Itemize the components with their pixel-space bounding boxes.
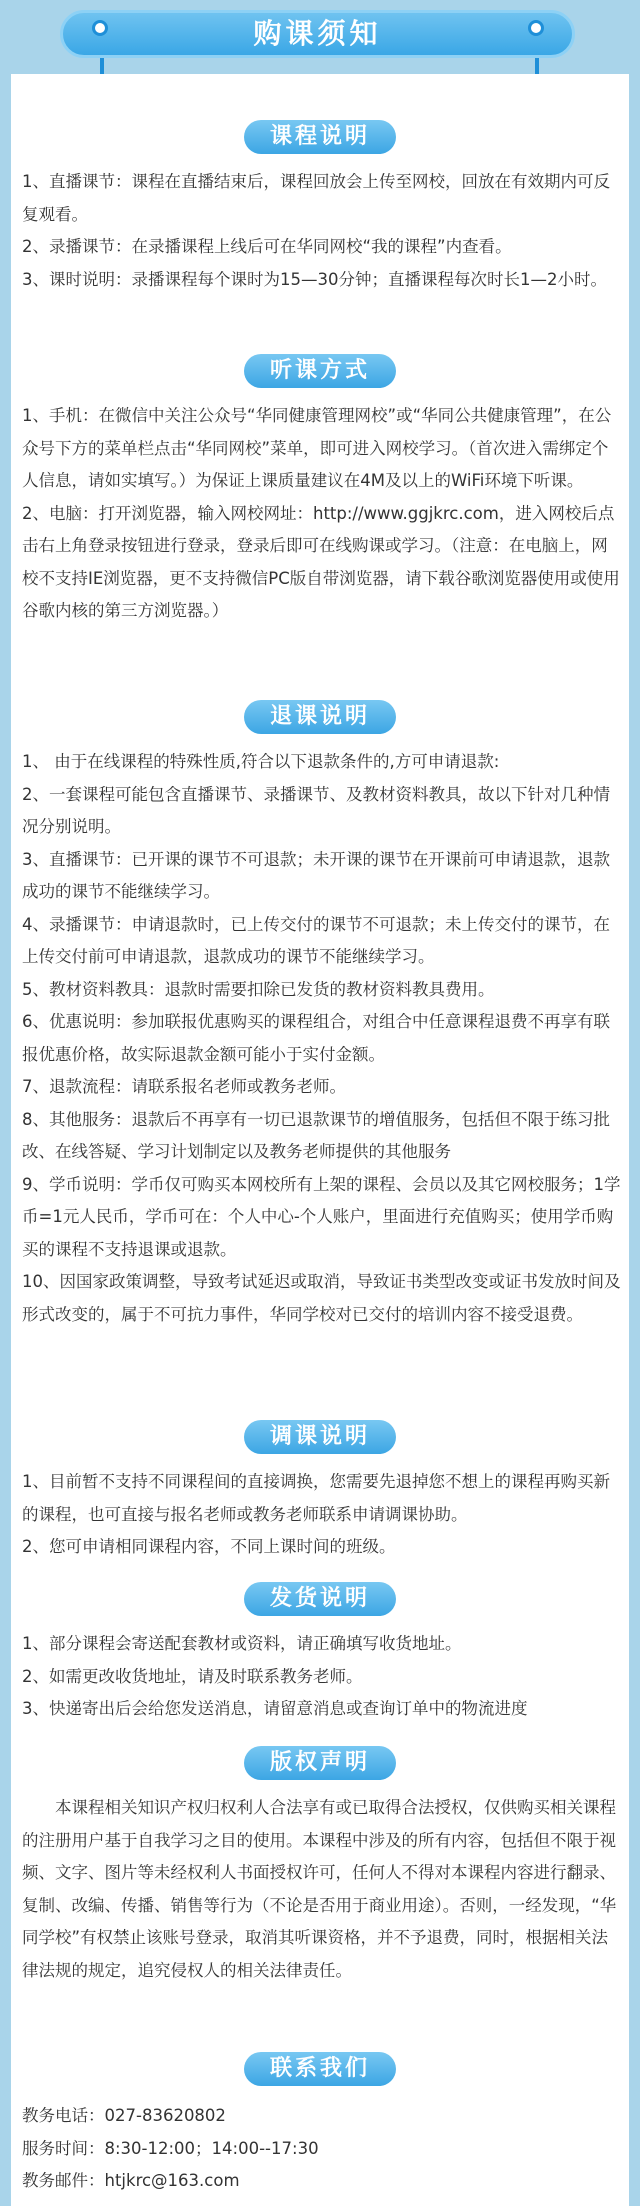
section-course-body [22,166,624,296]
section-refund-header [11,700,629,734]
refund-item: 2、一套课程可能包含直播课节、录播课节、及教材资料教具，故以下针对几种情况分别说明。 [22,784,610,836]
refund-item: 8、其他服务：退款后不再享有一切已退款课节的增值服务，包括但不限于练习批改、在线答疑、学习计划制定以及教务老师提供的其他服务 [22,1109,610,1161]
section-shipping-body [22,1628,624,1726]
section-refund-body [22,746,624,1331]
section-refund-title: 退课说明 [244,700,396,734]
refund-item: 10、因国家政策调整，导致考试延迟或取消，导致证书类型改变或证书发放时间及形式改变的，属于不可抗力事件，华同学校对已交付的培训内容不接受退费。 [22,1272,621,1324]
section-copyright-title: 版权声明 [244,1746,396,1780]
shipping-item: 3、快递寄出后会给您发送消息，请留意消息或查询订单中的物流进度 [22,1699,528,1718]
left-dot [92,20,108,36]
content-panel [11,74,629,2206]
contact-phone: 教务电话：027-83620802 [22,2106,226,2125]
section-course-header [11,120,629,154]
section-adjust-body [22,1466,624,1564]
section-adjust-header [11,1420,629,1454]
section-listen-header [11,354,629,388]
adjust-item: 2、您可申请相同课程内容，不同上课时间的班级。 [22,1537,396,1556]
course-item: 3、课时说明：录播课程每个课时为15—30分钟；直播课程每次时长1—2小时。 [22,269,607,289]
section-course-title: 课程说明 [244,120,396,154]
section-listen-title: 听课方式 [244,354,396,388]
copyright-text: 本课程相关知识产权归权利人合法享有或已取得合法授权，仅供购买相关课程的注册用户基于自我学习之目的使用。本课程中涉及的所有内容，包括但不限于视频、文字、图片等未经权利人书面授权许可，任何人不得对本课程内容进行翻录、复制、改编、传播、销售等行为（不论是否用于商业用途）。否则，一经发现，“华同学校”有权禁止该账号登录，取消其听课资格，并不予退费，同时，根据相关法律法规的规定，追究侵权人的相关法律责任。 [22,1798,617,1980]
section-shipping-header [11,1582,629,1616]
section-copyright-header [11,1746,629,1780]
shipping-item: 2、如需更改收货地址，请及时联系教务老师。 [22,1666,363,1686]
contact-email[interactable]: 教务邮件：htjkrc@163.com [22,2171,240,2190]
course-item: 1、直播课节：课程在直播结束后，课程回放会上传至网校，回放在有效期内可反复观看。 [22,172,610,224]
section-adjust-title: 调课说明 [244,1420,396,1454]
listen-item: 1、手机：在微信中关注公众号“华同健康管理网校”或“华同公共健康管理”，在公众号下方的菜单栏点击“华同网校”菜单，即可进入网校学习。（首次进入需绑定个人信息，请如实填写。）为保证上课质量建议在4M及以上的WiFi环境下听课。 [22,406,612,490]
course-item: 2、录播课节：在录播课程上线后可在华同网校“我的课程”内查看。 [22,237,512,256]
refund-item: 4、录播课节：申请退款时，已上传交付的课节不可退款；未上传交付的课节，在上传交付前可申请退款，退款成功的课节不能继续学习。 [22,914,610,966]
adjust-item: 1、目前暂不支持不同课程间的直接调换，您需要先退掉您不想上的课程再购买新的课程，也可直接与报名老师或教务老师联系申请调课协助。 [22,1472,610,1524]
section-contact-title: 联系我们 [244,2052,396,2086]
refund-item: 6、优惠说明：参加联报优惠购买的课程组合，对组合中任意课程退费不再享有联报优惠价格，故实际退款金额可能小于实付金额。 [22,1012,610,1064]
refund-item: 7、退款流程：请联系报名老师或教务老师。 [22,1077,346,1096]
section-contact-header [11,2052,629,2086]
listen-item: 2、电脑：打开浏览器，输入网校网址：http://www.ggjkrc.com，进入网校后点击右上角登录按钮进行登录，登录后即可在线购课或学习。（注意：在电脑上，网校不支持IE浏览器，更不支持微信PC版自带浏览器，请下载谷歌浏览器使用或使用谷歌内核的第三方浏览器。） [22,503,620,620]
right-dot [528,20,544,36]
section-contact-body [22,2100,624,2198]
contact-hours: 服务时间：8:30-12:00；14:00--17:30 [22,2138,319,2158]
refund-item: 3、直播课节：已开课的课节不可退款；未开课的课节在开课前可申请退款，退款成功的课节不能继续学习。 [22,849,610,901]
page-title: 购课须知 [60,10,575,58]
section-listen-body [22,400,624,628]
refund-item: 9、学币说明：学币仅可购买本网校所有上架的课程、会员以及其它网校服务；1学币=1元人民币，学币可在：个人中心-个人账户，里面进行充值购买；使用学币购买的课程不支持退课或退款。 [22,1174,621,1259]
section-copyright-body [22,1792,624,1987]
refund-item: 1、 由于在线课程的特殊性质,符合以下退款条件的,方可申请退款: [22,752,500,771]
section-shipping-title: 发货说明 [244,1582,396,1616]
refund-item: 5、教材资料教具：退款时需要扣除已发货的教材资料教具费用。 [22,979,495,999]
shipping-item: 1、部分课程会寄送配套教材或资料，请正确填写收货地址。 [22,1634,462,1653]
